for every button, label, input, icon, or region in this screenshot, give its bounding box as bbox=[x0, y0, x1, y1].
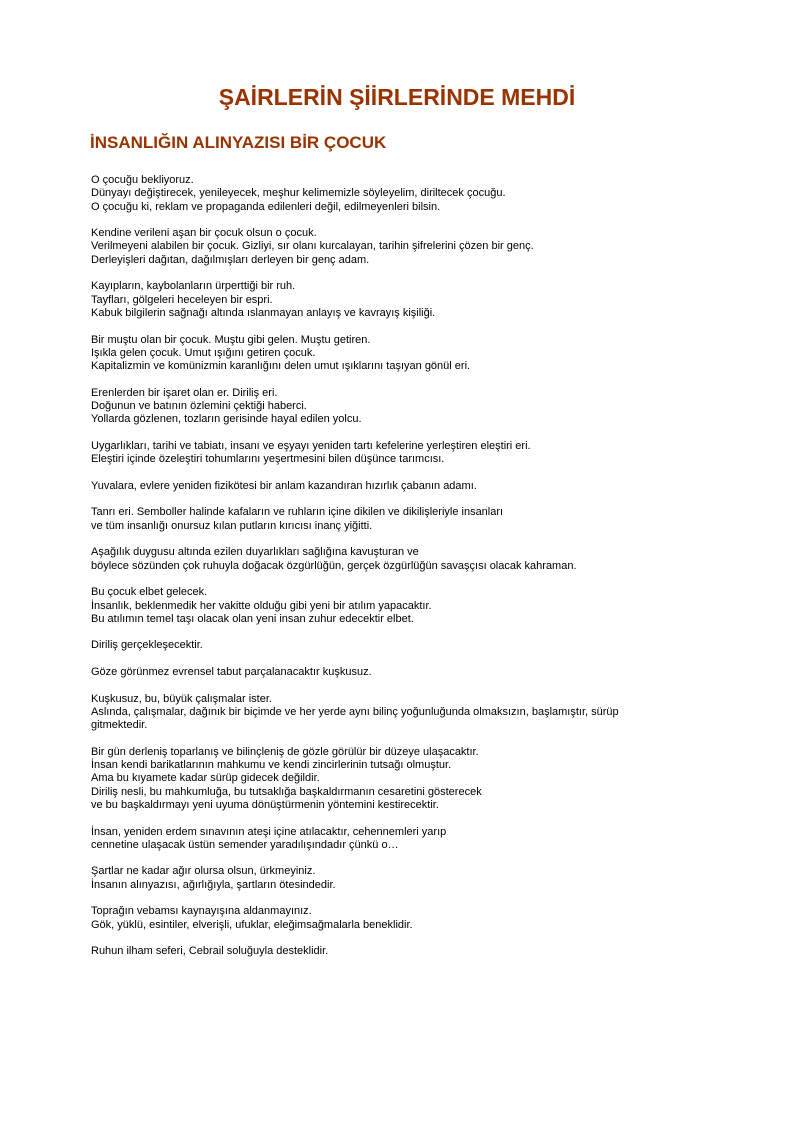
paragraph bbox=[91, 546, 751, 573]
paragraph-line: Göze görünmez evrensel tabut parçalanacaktır kuşkusuz. bbox=[91, 665, 372, 678]
paragraph bbox=[91, 387, 751, 427]
paragraph-line: Derleyişleri dağıtan, dağılmışları derleyen bir genç adam. bbox=[91, 253, 370, 266]
paragraph-line: Aslında, çalışmalar, dağınık bir biçimde ve her yerde aynı bilinç yoğunluğunda olmaksızın, başlamıştır, sürüp bbox=[91, 705, 619, 718]
paragraph-line: Diriliş gerçekleşecektir. bbox=[91, 639, 203, 652]
paragraph-line: Bu çocuk elbet gelecek. bbox=[91, 586, 208, 599]
paragraph bbox=[91, 334, 751, 374]
paragraph bbox=[91, 945, 751, 958]
paragraph bbox=[91, 506, 751, 533]
paragraph-line: gitmektedir. bbox=[91, 719, 148, 732]
paragraph-line: Işıkla gelen çocuk. Umut ışığını getiren çocuk. bbox=[91, 346, 316, 359]
paragraph-line: Tayfları, gölgeleri heceleyen bir espri. bbox=[91, 293, 273, 306]
document-body bbox=[91, 174, 751, 959]
paragraph-line: böylece sözünden çok ruhuyla doğacak özgürlüğün, gerçek özgürlüğün savaşçısı olacak kahraman. bbox=[91, 559, 577, 572]
paragraph bbox=[91, 865, 751, 892]
paragraph-line: Bir muştu olan bir çocuk. Muştu gibi gelen. Muştu getiren. bbox=[91, 333, 371, 346]
paragraph-line: Doğunun ve batının özlemini çektiği haberci. bbox=[91, 400, 307, 413]
paragraph-line: O çocuğu ki, reklam ve propaganda edilenleri değil, edilmeyenleri bilsin. bbox=[91, 200, 441, 213]
paragraph-line: Kabuk bilgilerin sağnağı altında ıslanmayan anlayış ve kavrayış kişiliği. bbox=[91, 306, 436, 319]
paragraph bbox=[91, 693, 751, 733]
paragraph-line: Kapitalizmin ve komünizmin karanlığını delen umut ışıklarını taşıyan gönül eri. bbox=[91, 360, 471, 373]
page-title: ŞAİRLERİN ŞİİRLERİNDE MEHDİ bbox=[218, 84, 576, 110]
paragraph-line: ve tüm insanlığı onursuz kılan putların kırıcısı inanç yiğitti. bbox=[91, 519, 373, 532]
paragraph-line: Dünyayı değiştirecek, yenileyecek, meşhur kelimemizle söyleyelim, diriltecek çocuğu. bbox=[91, 187, 506, 200]
paragraph-line: Şartlar ne kadar ağır olursa olsun, ürkmeyiniz. bbox=[91, 865, 316, 878]
paragraph-line: Uygarlıkları, tarihi ve tabiatı, insanı ve eşyayı yeniden tartı kefelerine yerleştiren eleştiri eri. bbox=[91, 439, 531, 452]
paragraph-line: Tanrı eri. Semboller halinde kafaların ve ruhların içine dikilen ve dikilişleriyle insanları bbox=[91, 506, 504, 519]
paragraph bbox=[91, 746, 751, 812]
paragraph-line: Bir gün derleniş toparlanış ve bilinçleniş de gözle görülür bir düzeye ulaşacaktır. bbox=[91, 745, 479, 758]
paragraph-line: Gök, yüklü, esintiler, elverişli, ufuklar, eleğimsağmalarla beneklidir. bbox=[91, 918, 413, 931]
section-heading: İNSANLIĞIN ALINYAZISI BİR ÇOCUK bbox=[90, 133, 387, 152]
paragraph bbox=[91, 639, 751, 652]
paragraph-line: Kayıpların, kaybolanların ürperttiği bir ruh. bbox=[91, 280, 296, 293]
paragraph-line: ve bu başkaldırmayı yeni uyuma dönüştürmenin yöntemini kestirecektir. bbox=[91, 798, 439, 811]
paragraph bbox=[91, 666, 751, 679]
paragraph bbox=[91, 905, 751, 932]
paragraph bbox=[91, 480, 751, 493]
paragraph-line: Kuşkusuz, bu, büyük çalışmalar ister. bbox=[91, 692, 272, 705]
paragraph-line: Yollarda gözlenen, tozların gerisinde hayal edilen yolcu. bbox=[91, 413, 362, 426]
paragraph-line: O çocuğu bekliyoruz. bbox=[91, 174, 194, 186]
paragraph-line: Ruhun ilham seferi, Cebrail soluğuyla desteklidir. bbox=[91, 945, 329, 958]
paragraph bbox=[91, 174, 751, 214]
paragraph-line: Ama bu kıyamete kadar sürüp gidecek değildir. bbox=[91, 772, 320, 785]
paragraph bbox=[91, 586, 751, 626]
paragraph-line: İnsanlık, beklenmedik her vakitte olduğu gibi yeni bir atılım yapacaktır. bbox=[91, 599, 432, 612]
paragraph-line: Eleştiri içinde özeleştiri tohumlarını yeşertmesini bilen düşünce tarımcısı. bbox=[91, 453, 445, 466]
paragraph bbox=[91, 826, 751, 853]
paragraph-line: İnsan kendi barikatlarının mahkumu ve kendi zincirlerinin tutsağı olmuştur. bbox=[91, 759, 452, 772]
paragraph-line: Erenlerden bir işaret olan er. Diriliş eri. bbox=[91, 386, 278, 399]
paragraph-line: İnsan, yeniden erdem sınavının ateşi içine atılacaktır, cehennemleri yarıp bbox=[91, 825, 447, 838]
paragraph-line: İnsanın alınyazısı, ağırlığıyla, şartların ötesindedir. bbox=[91, 878, 336, 891]
paragraph-line: Bu atılımın temel taşı olacak olan yeni insan zuhur edecektir elbet. bbox=[91, 612, 414, 625]
paragraph bbox=[91, 280, 751, 320]
paragraph-line: cennetine ulaşacak üstün semender yaradılışındadır çünkü o… bbox=[91, 838, 399, 851]
paragraph-line: Yuvalara, evlere yeniden fizikötesi bir anlam kazandıran hızırlık çabanın adamı. bbox=[91, 479, 477, 492]
paragraph-line: Toprağın vebamsı kaynayışına aldanmayınız. bbox=[91, 905, 312, 918]
paragraph-line: Aşağılık duygusu altında ezilen duyarlıkları sağlığına kavuşturan ve bbox=[91, 546, 419, 559]
paragraph-line: Verilmeyeni alabilen bir çocuk. Gizliyi, sır olanı kurcalayan, tarihin şifrelerini çözen bir genç. bbox=[91, 240, 534, 253]
paragraph-line: Kendine verileni aşan bir çocuk olsun o çocuk. bbox=[91, 227, 317, 240]
paragraph bbox=[91, 440, 751, 467]
paragraph-line: Diriliş nesli, bu mahkumluğa, bu tutsaklığa başkaldırmanın cesaretini gösterecek bbox=[91, 785, 482, 798]
paragraph bbox=[91, 227, 751, 267]
